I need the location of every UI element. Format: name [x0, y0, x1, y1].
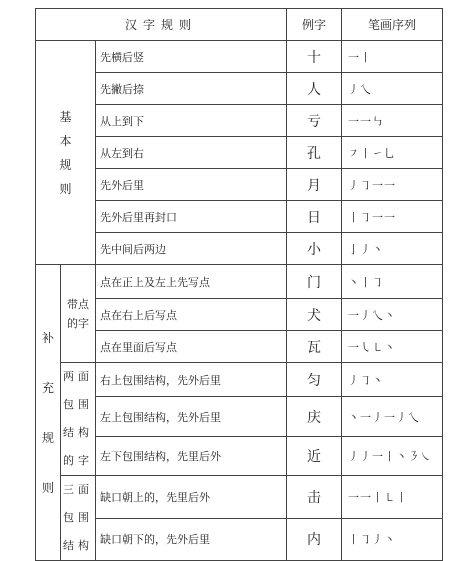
table-row: [36, 233, 443, 265]
rule-text: 左下包围结构，先里后外: [96, 437, 287, 476]
rule-text: 从上到下: [96, 105, 287, 137]
rule-text: 先外后里再封口: [96, 201, 287, 233]
table-row: [36, 518, 443, 561]
table-row: [36, 331, 443, 363]
example-char: 犬: [287, 299, 342, 331]
dot-chars-label: 带点 的字: [61, 265, 96, 363]
table-row: [36, 397, 443, 437]
example-char: 门: [287, 265, 342, 299]
example-char: 十: [287, 41, 342, 73]
stroke-sequence: 丿㇆一一: [342, 169, 443, 201]
stroke-sequence: 一一丨㇄丨: [342, 476, 443, 519]
rule-text: 点在里面后写点: [96, 331, 287, 363]
table-row: [36, 169, 443, 201]
stroke-sequence: 一丿乀丶: [342, 299, 443, 331]
rule-text: 先外后里: [96, 169, 287, 201]
rule-text: 先撇后捺: [96, 73, 287, 105]
rule-text: 缺口朝下的，先外后里: [96, 518, 287, 561]
basic-rules-label: 基 本 规 则: [36, 41, 96, 265]
table-row: [36, 137, 443, 169]
table-row: [36, 299, 443, 331]
stroke-sequence: 一一㇉: [342, 105, 443, 137]
table-row: [36, 73, 443, 105]
stroke-sequence: 丶丨㇆: [342, 265, 443, 299]
rule-text: 点在正上及左上先写点: [96, 265, 287, 299]
example-char: 亏: [287, 105, 342, 137]
table-row: [36, 41, 443, 73]
table-row: [36, 105, 443, 137]
example-char: 瓦: [287, 331, 342, 363]
example-char: 近: [287, 437, 342, 476]
supplement-rules-label: 补 充 规 则: [36, 265, 61, 561]
example-char: 孔: [287, 137, 342, 169]
table-row: [36, 476, 443, 519]
example-char: 庆: [287, 397, 342, 437]
rule-text: 左上包围结构，先外后里: [96, 397, 287, 437]
stroke-sequence: 丿㇆丶: [342, 363, 443, 397]
example-char: 小: [287, 233, 342, 265]
stroke-sequence: 一丨: [342, 41, 443, 73]
rule-text: 从左到右: [96, 137, 287, 169]
example-char: 月: [287, 169, 342, 201]
example-char: 人: [287, 73, 342, 105]
table-row: [36, 363, 443, 397]
rule-text: 先横后竖: [96, 41, 287, 73]
stroke-order-rules-table: [35, 8, 443, 561]
two-side-enclosure-label: 两面 包围 结构 的字: [61, 363, 96, 476]
stroke-sequence: 丶一丿一丿乀: [342, 397, 443, 437]
table-row: [36, 265, 443, 299]
header-example: 例字: [287, 9, 342, 41]
stroke-sequence: 一㇂㇄丶: [342, 331, 443, 363]
stroke-sequence: 丨㇆丿丶: [342, 518, 443, 561]
three-side-enclosure-label: 三面 包围 结构: [61, 476, 96, 561]
example-char: 击: [287, 476, 342, 519]
header-row: [36, 9, 443, 41]
stroke-sequence: 亅丿丶: [342, 233, 443, 265]
example-char: 日: [287, 201, 342, 233]
example-char: 匀: [287, 363, 342, 397]
rule-text: 右上包围结构，先外后里: [96, 363, 287, 397]
header-rule: 汉字规则: [36, 9, 287, 41]
rule-text: 点在右上后写点: [96, 299, 287, 331]
rule-text: 缺口朝上的，先里后外: [96, 476, 287, 519]
header-strokes: 笔画序列: [342, 9, 443, 41]
stroke-sequence: 丿丿一丨丶㇋㇏: [342, 437, 443, 476]
stroke-sequence: 丿乀: [342, 73, 443, 105]
table-row: [36, 437, 443, 476]
stroke-sequence: 丨㇆一一: [342, 201, 443, 233]
rule-text: 先中间后两边: [96, 233, 287, 265]
stroke-sequence: ㇇丨㇀乚: [342, 137, 443, 169]
example-char: 内: [287, 518, 342, 561]
table-row: [36, 201, 443, 233]
